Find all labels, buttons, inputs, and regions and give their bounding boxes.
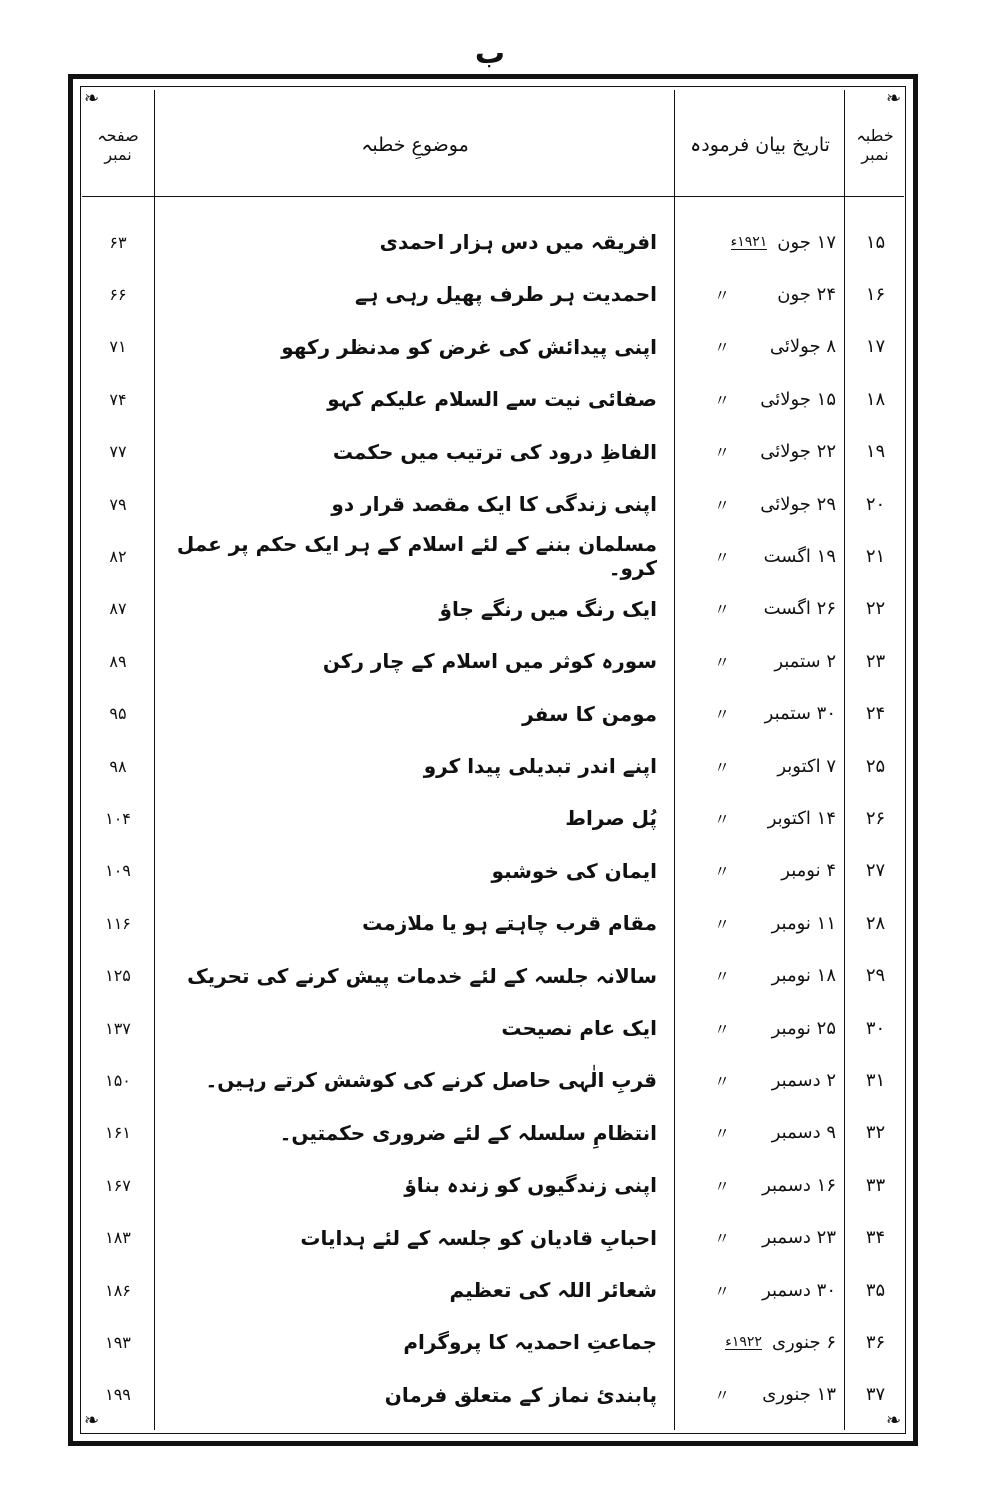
page-number: ۷۷ (109, 442, 127, 462)
page-number: ۷۴ (109, 389, 127, 409)
page-letter: ب (474, 36, 506, 71)
khutba-number: ۲۷ (865, 860, 886, 882)
page-number: ۱۳۷ (105, 1018, 131, 1038)
page-number: ۷۹ (109, 494, 127, 514)
khutba-number: ۳۲ (865, 1122, 886, 1144)
khutba-date (680, 478, 844, 530)
khutba-date (680, 897, 844, 949)
ditto-mark: 〃 (714, 285, 731, 305)
date-text: ۱۵ جولائی (760, 388, 836, 410)
year-text: ۱۹۲۱ء (730, 233, 768, 250)
khutba-date (680, 1212, 844, 1264)
header-divider (82, 196, 904, 197)
table-row (82, 1369, 904, 1421)
khutba-topic: مقام قرب چاہتے ہو یا ملازمت (362, 911, 657, 936)
ditto-mark: 〃 (714, 705, 731, 725)
khutba-date (680, 1107, 844, 1159)
date-text: ۲۴ جون (777, 283, 836, 305)
ditto-mark: 〃 (714, 862, 731, 882)
page-number: ۹۸ (109, 756, 127, 776)
page-number: ۱۸۳ (105, 1228, 131, 1248)
ditto-mark: 〃 (714, 1176, 731, 1196)
khutba-number: ۳۳ (865, 1174, 886, 1196)
khutba-number: ۲۰ (865, 493, 886, 515)
page-number: ۹۵ (109, 704, 127, 724)
page-number: ۱۰۹ (105, 861, 131, 881)
ditto-mark: 〃 (714, 1071, 731, 1091)
khutba-date (680, 321, 844, 373)
date-text: ۶ جنوری (771, 1331, 836, 1353)
khutba-date (680, 740, 844, 792)
corner-ornament-top-right: ❧ (886, 88, 902, 109)
date-text: ۲ دسمبر (771, 1069, 836, 1091)
khutba-number: ۳۵ (865, 1279, 886, 1301)
khutba-topic: جماعتِ احمدیہ کا پروگرام (403, 1330, 657, 1355)
page-number: ۷۱ (109, 337, 127, 357)
header-topic: موضوعِ خطبہ (361, 134, 469, 156)
ditto-mark: 〃 (714, 495, 731, 515)
ditto-mark: 〃 (714, 1281, 731, 1301)
khutba-topic: پُل صراط (565, 806, 657, 831)
khutba-topic: پابندیٔ نماز کے متعلق فرمان (384, 1382, 657, 1407)
khutba-topic: اپنی زندگی کا ایک مقصد قرار دو (331, 492, 657, 516)
date-text: ۱۹ اگست (763, 545, 836, 567)
khutba-date (680, 530, 844, 582)
date-text: ۸ جولائی (769, 336, 836, 358)
khutba-number: ۲۱ (865, 545, 886, 567)
header-khutba-number: خطبہ نمبر (856, 126, 894, 164)
table-row (82, 583, 904, 635)
khutba-topic: قربِ الٰہی حاصل کرنے کی کوشش کرتے رہیں۔ (205, 1068, 657, 1093)
khutba-topic: شعائر اللہ کی تعظیم (449, 1278, 657, 1302)
khutba-date (680, 635, 844, 687)
date-text: ۲۹ جولائی (760, 493, 836, 515)
date-text: ۹ دسمبر (771, 1122, 836, 1144)
khutba-topic: اپنی زندگیوں کو زندہ بناؤ (404, 1173, 657, 1198)
table-row (82, 373, 904, 425)
table-row (82, 635, 904, 687)
table-row (82, 1107, 904, 1159)
khutba-topic: مومن کا سفر (522, 701, 657, 726)
ditto-mark: 〃 (714, 914, 731, 934)
khutba-topic: صفائی نیت سے السلام علیکم کہو (327, 387, 657, 412)
khutba-date (680, 426, 844, 478)
table-row (82, 1264, 904, 1316)
khutba-date (680, 688, 844, 740)
page-number: ۸۷ (109, 599, 127, 619)
khutba-topic: ایک عام نصیحت (501, 1016, 657, 1040)
khutba-date (680, 1316, 844, 1368)
page-number: ۱۹۳ (105, 1332, 131, 1352)
khutba-topic: الفاظِ درود کی ترتیب میں حکمت (332, 439, 657, 464)
khutba-number: ۳۱ (865, 1069, 886, 1091)
date-text: ۳۰ ستمبر (764, 703, 836, 725)
khutba-number: ۲۵ (865, 755, 886, 777)
khutba-date (680, 1002, 844, 1054)
table-row (82, 1159, 904, 1211)
khutba-number: ۲۲ (865, 598, 886, 620)
table-row (82, 216, 904, 268)
date-text: ۲۲ جولائی (760, 441, 836, 463)
khutba-topic: اپنی پیدائش کی غرض کو مدنظر رکھو (281, 334, 657, 359)
ditto-mark: 〃 (714, 967, 731, 987)
year-text: ۱۹۲۲ء (725, 1333, 762, 1350)
khutba-number: ۳۷ (865, 1384, 886, 1406)
khutba-number: ۱۵ (865, 231, 886, 253)
page-number: ۱۶۱ (105, 1123, 131, 1143)
table-row (82, 792, 904, 844)
date-text: ۲۶ اگست (763, 598, 836, 620)
table-row (82, 268, 904, 320)
khutba-number: ۱۶ (865, 283, 886, 305)
ditto-mark: 〃 (714, 390, 731, 410)
table-row (82, 530, 904, 582)
date-text: ۲۵ نومبر (771, 1017, 836, 1039)
khutba-number: ۱۹ (865, 441, 886, 463)
khutba-topic: افریقہ میں دس ہزار احمدی (379, 230, 657, 254)
date-text: ۱۳ جنوری (762, 1384, 836, 1406)
date-text: ۱۶ دسمبر (762, 1174, 836, 1196)
date-text: ۴ نومبر (781, 860, 836, 882)
khutba-topic: احبابِ قادیان کو جلسہ کے لئے ہدایات (300, 1225, 657, 1250)
page-number: ۱۹۹ (105, 1385, 131, 1405)
ditto-mark: 〃 (714, 1229, 731, 1249)
date-text: ۷ اکتوبر (777, 755, 836, 777)
date-text: ۱۱ نومبر (771, 912, 836, 934)
date-text: ۳۰ دسمبر (762, 1279, 836, 1301)
table-row (82, 688, 904, 740)
page-number: ۸۲ (109, 546, 127, 566)
khutba-number: ۲۸ (865, 912, 886, 934)
ditto-mark: 〃 (714, 809, 731, 829)
page-number: ۶۶ (109, 284, 127, 304)
khutba-date (680, 373, 844, 425)
page-number: ۶۳ (109, 232, 127, 252)
khutba-date (680, 950, 844, 1002)
table-row (82, 1316, 904, 1368)
date-text: ۱۸ نومبر (771, 965, 836, 987)
khutba-number: ۲۴ (865, 703, 886, 725)
ditto-mark: 〃 (714, 1019, 731, 1039)
khutba-topic: انتظامِ سلسلہ کے لئے ضروری حکمتیں۔ (279, 1120, 657, 1145)
ditto-mark: 〃 (714, 1386, 731, 1406)
page-number: ۸۹ (109, 651, 127, 671)
khutba-topic: مسلمان بننے کے لئے اسلام کے ہر ایک حکم پر عمل کرو۔ (176, 532, 657, 581)
corner-ornament-bottom-right: ❧ (886, 1410, 902, 1431)
header-page-number: صفحہ نمبر (97, 126, 139, 164)
table-row (82, 321, 904, 373)
date-text: ۲۳ دسمبر (762, 1227, 836, 1249)
table-row (82, 1054, 904, 1106)
khutba-date (680, 583, 844, 635)
khutba-number: ۳۰ (865, 1017, 886, 1039)
page-number: ۱۶۷ (105, 1175, 131, 1195)
table-row (82, 1002, 904, 1054)
khutba-number: ۲۳ (865, 650, 886, 672)
table-row (82, 950, 904, 1002)
ditto-mark: 〃 (714, 443, 731, 463)
page-number: ۱۲۵ (105, 966, 131, 986)
khutba-date (680, 1159, 844, 1211)
ditto-mark: 〃 (714, 757, 731, 777)
header-date: تاریخ بیان فرمودہ (690, 134, 830, 156)
page-number: ۱۰۴ (105, 808, 131, 828)
ditto-mark: 〃 (714, 1124, 731, 1144)
khutba-topic: اپنے اندر تبدیلی پیدا کرو (423, 754, 657, 778)
corner-ornament-bottom-left: ❧ (84, 1410, 100, 1431)
table-row (82, 426, 904, 478)
date-text: ۲ ستمبر (774, 650, 836, 672)
khutba-number: ۳۶ (865, 1331, 886, 1353)
khutba-date (680, 268, 844, 320)
khutba-date (680, 845, 844, 897)
date-text: ۱۷ جون (777, 231, 836, 253)
khutba-date (680, 792, 844, 844)
page-number: ۱۱۶ (105, 913, 131, 933)
page-number: ۱۵۰ (105, 1070, 131, 1090)
khutba-number: ۳۴ (865, 1227, 886, 1249)
khutba-topic: احمدیت ہر طرف پھیل رہی ہے (354, 282, 657, 307)
table-row (82, 740, 904, 792)
date-text: ۱۴ اکتوبر (767, 807, 836, 829)
khutba-topic: ایمان کی خوشبو (491, 858, 657, 883)
ditto-mark: 〃 (714, 547, 731, 567)
khutba-date (680, 1264, 844, 1316)
corner-ornament-top-left: ❧ (84, 88, 100, 109)
khutba-number: ۱۸ (865, 388, 886, 410)
ditto-mark: 〃 (714, 652, 731, 672)
khutba-date (680, 216, 844, 268)
khutba-topic: ایک رنگ میں رنگے جاؤ (439, 596, 657, 621)
page-number: ۱۸۶ (105, 1280, 131, 1300)
khutba-date (680, 1369, 844, 1421)
ditto-mark: 〃 (714, 600, 731, 620)
khutba-number: ۲۶ (865, 807, 886, 829)
khutba-topic: سالانہ جلسہ کے لئے خدمات پیش کرنے کی تحریک (187, 963, 657, 988)
table-row (82, 478, 904, 530)
khutba-topic: سورہ کوثر میں اسلام کے چار رکن (322, 649, 657, 674)
khutba-number: ۲۹ (865, 965, 886, 987)
table-row (82, 1212, 904, 1264)
ditto-mark: 〃 (714, 338, 731, 358)
table-row (82, 845, 904, 897)
khutba-number: ۱۷ (865, 336, 886, 358)
table-row (82, 897, 904, 949)
khutba-date (680, 1054, 844, 1106)
